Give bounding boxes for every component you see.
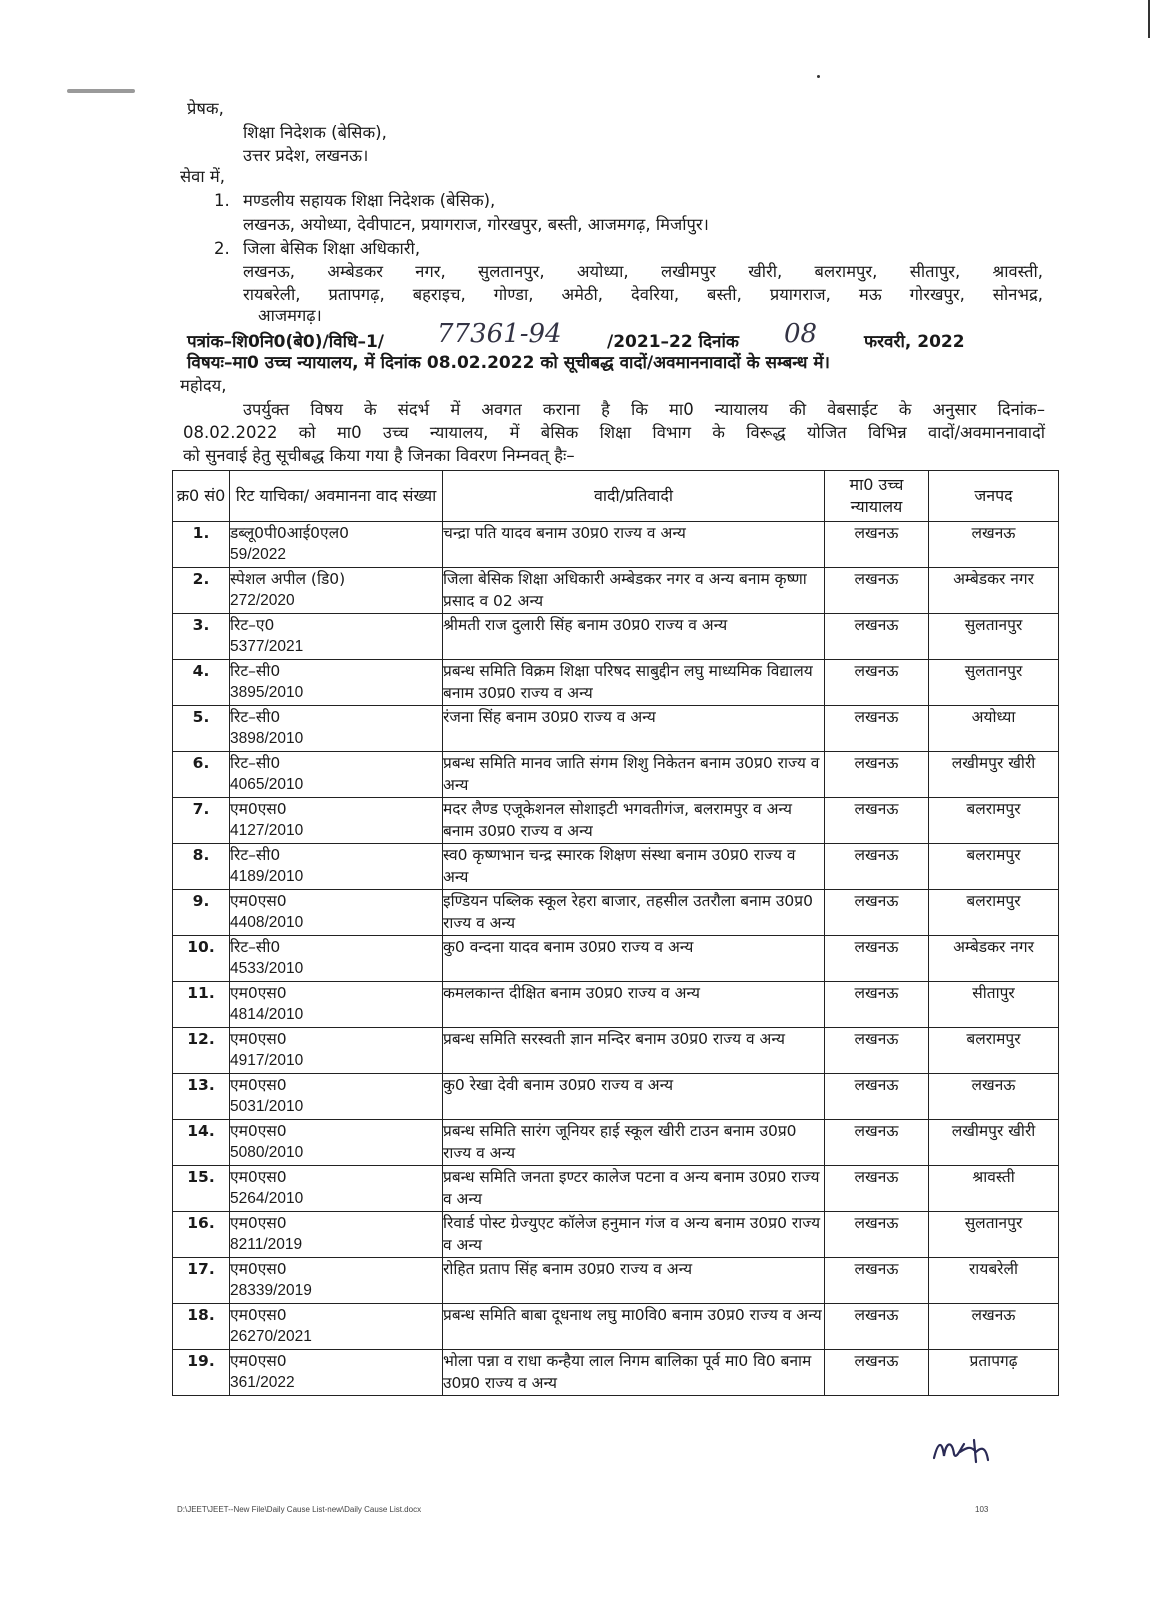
row-parties: प्रबन्ध समिति सरस्वती ज्ञान मन्दिर बनाम उ0प्र0 राज्य व अन्य bbox=[443, 1028, 825, 1074]
row-court: लखनऊ bbox=[825, 1258, 929, 1304]
row-case-type: एम0एस0 bbox=[230, 1168, 287, 1186]
recipient1-designation: मण्डलीय सहायक शिक्षा निदेशक (बेसिक), bbox=[243, 191, 496, 210]
row-court: लखनऊ bbox=[825, 752, 929, 798]
row-case-type: एम0एस0 bbox=[230, 1306, 287, 1324]
row-case-cell bbox=[230, 614, 443, 660]
row-case-number: 4917/2010 bbox=[230, 1052, 304, 1069]
body-line2: 08.02.2022 को मा0 उच्च न्यायालय, में बेसिक शिक्षा विभाग के विरूद्ध योजित विभिन्न वादों/अवमाननावादों bbox=[183, 423, 1045, 442]
row-serial-number: 14. bbox=[173, 1120, 230, 1166]
row-case-type: रिट–सी0 bbox=[230, 846, 281, 864]
table-row bbox=[173, 844, 1059, 890]
sender-designation: शिक्षा निदेशक (बेसिक), bbox=[243, 123, 387, 142]
row-serial-number: 3. bbox=[173, 614, 230, 660]
row-case-type: एम0एस0 bbox=[230, 1122, 287, 1140]
row-district: लखीमपुर खीरी bbox=[929, 752, 1059, 798]
row-case-cell bbox=[230, 1166, 443, 1212]
row-court: लखनऊ bbox=[825, 936, 929, 982]
row-district: बलरामपुर bbox=[929, 1028, 1059, 1074]
row-parties: कु0 वन्दना यादव बनाम उ0प्र0 राज्य व अन्य bbox=[443, 936, 825, 982]
row-serial-number: 7. bbox=[173, 798, 230, 844]
reference-month-year: फरवरी, 2022 bbox=[864, 332, 965, 352]
row-serial-number: 12. bbox=[173, 1028, 230, 1074]
row-case-number: 5080/2010 bbox=[230, 1144, 304, 1161]
row-case-cell bbox=[230, 752, 443, 798]
table-row bbox=[173, 706, 1059, 752]
scan-dot bbox=[817, 75, 820, 78]
cause-list-table bbox=[172, 470, 1059, 1396]
row-case-type: रिट–सी0 bbox=[230, 938, 281, 956]
row-case-cell bbox=[230, 982, 443, 1028]
header-district: जनपद bbox=[929, 471, 1059, 522]
row-parties: प्रबन्ध समिति विक्रम शिक्षा परिषद साबुद्दीन लघु माध्यमिक विद्यालय बनाम उ0प्र0 राज्य व अन्य bbox=[443, 660, 825, 706]
row-district: श्रावस्ती bbox=[929, 1166, 1059, 1212]
row-district: लखीमपुर खीरी bbox=[929, 1120, 1059, 1166]
row-case-type: स्पेशल अपील (डि0) bbox=[230, 570, 346, 588]
row-district: सुलतानपुर bbox=[929, 1212, 1059, 1258]
row-serial-number: 11. bbox=[173, 982, 230, 1028]
reference-session-date: /2021–22 दिनांक bbox=[607, 332, 739, 352]
row-case-cell bbox=[230, 522, 443, 568]
row-case-type: एम0एस0 bbox=[230, 1214, 287, 1232]
header-parties: वादी/प्रतिवादी bbox=[443, 471, 825, 522]
row-court: लखनऊ bbox=[825, 706, 929, 752]
row-case-number: 3898/2010 bbox=[230, 730, 304, 747]
row-serial-number: 10. bbox=[173, 936, 230, 982]
handwritten-letter-number: 77361-94 bbox=[437, 319, 562, 349]
subject-line: विषयः–मा0 उच्च न्यायालय, में दिनांक 08.02.2022 को सूचीबद्ध वादों/अवमाननावादों के सम्बन्ध में। bbox=[187, 353, 830, 373]
row-case-number: 5264/2010 bbox=[230, 1190, 304, 1207]
handwritten-signature bbox=[930, 1430, 1010, 1470]
row-district: अम्बेडकर नगर bbox=[929, 936, 1059, 982]
row-case-type: एम0एस0 bbox=[230, 1076, 287, 1094]
row-serial-number: 5. bbox=[173, 706, 230, 752]
row-serial-number: 9. bbox=[173, 890, 230, 936]
row-case-cell bbox=[230, 844, 443, 890]
row-case-type: रिट–सी0 bbox=[230, 708, 281, 726]
row-case-cell bbox=[230, 660, 443, 706]
table-row bbox=[173, 1166, 1059, 1212]
row-district: लखनऊ bbox=[929, 522, 1059, 568]
reference-prefix: पत्रांक–शि0नि0(बे0)/विधि–1/ bbox=[187, 332, 384, 352]
salutation: महोदय, bbox=[180, 376, 227, 395]
row-serial-number: 17. bbox=[173, 1258, 230, 1304]
row-serial-number: 13. bbox=[173, 1074, 230, 1120]
row-court: लखनऊ bbox=[825, 982, 929, 1028]
recipient2-designation: जिला बेसिक शिक्षा अधिकारी, bbox=[243, 239, 421, 258]
row-district: सुलतानपुर bbox=[929, 614, 1059, 660]
row-serial-number: 2. bbox=[173, 568, 230, 614]
table-row bbox=[173, 936, 1059, 982]
row-court: लखनऊ bbox=[825, 1166, 929, 1212]
row-serial-number: 18. bbox=[173, 1304, 230, 1350]
row-district: लखनऊ bbox=[929, 1304, 1059, 1350]
row-parties: प्रबन्ध समिति मानव जाति संगम शिशु निकेतन बनाम उ0प्र0 राज्य व अन्य bbox=[443, 752, 825, 798]
row-case-cell bbox=[230, 1350, 443, 1396]
row-case-number: 8211/2019 bbox=[230, 1236, 303, 1253]
sender-label: प्रेषक, bbox=[187, 99, 224, 118]
handwritten-day: 08 bbox=[784, 319, 818, 349]
row-parties: मदर लैण्ड एजूकेशनल सोशाइटी भगवतीगंज, बलरामपुर व अन्य बनाम उ0प्र0 राज्य व अन्य bbox=[443, 798, 825, 844]
footer-file-path: D:\JEET\JEET--New File\Daily Cause List-new\Daily Cause List.docx bbox=[177, 1505, 422, 1514]
row-case-cell bbox=[230, 1304, 443, 1350]
row-case-number: 361/2022 bbox=[230, 1374, 295, 1391]
row-case-type: एम0एस0 bbox=[230, 892, 287, 910]
row-case-number: 3895/2010 bbox=[230, 684, 304, 701]
row-court: लखनऊ bbox=[825, 1212, 929, 1258]
recipient2-places-line1: लखनऊ, अम्बेडकर नगर, सुलतानपुर, अयोध्या, लखीमपुर खीरी, बलरामपुर, सीतापुर, श्रावस्ती, bbox=[243, 262, 1043, 281]
row-serial-number: 4. bbox=[173, 660, 230, 706]
row-serial-number: 8. bbox=[173, 844, 230, 890]
row-case-type: डब्लू0पी0आई0एल0 bbox=[230, 524, 349, 542]
row-case-number: 4533/2010 bbox=[230, 960, 304, 977]
row-serial-number: 6. bbox=[173, 752, 230, 798]
table-row bbox=[173, 1258, 1059, 1304]
header-case-number: रिट याचिका/ अवमानना वाद संख्या bbox=[230, 471, 443, 522]
row-court: लखनऊ bbox=[825, 1028, 929, 1074]
row-case-cell bbox=[230, 1212, 443, 1258]
table-row bbox=[173, 1350, 1059, 1396]
row-parties: चन्द्रा पति यादव बनाम उ0प्र0 राज्य व अन्य bbox=[443, 522, 825, 568]
row-court: लखनऊ bbox=[825, 1120, 929, 1166]
row-district: अयोध्या bbox=[929, 706, 1059, 752]
row-case-cell bbox=[230, 936, 443, 982]
table-row bbox=[173, 1028, 1059, 1074]
table-row bbox=[173, 568, 1059, 614]
row-district: सुलतानपुर bbox=[929, 660, 1059, 706]
table-row bbox=[173, 982, 1059, 1028]
row-serial-number: 16. bbox=[173, 1212, 230, 1258]
row-court: लखनऊ bbox=[825, 1074, 929, 1120]
row-parties: कमलकान्त दीक्षित बनाम उ0प्र0 राज्य व अन्य bbox=[443, 982, 825, 1028]
row-district: अम्बेडकर नगर bbox=[929, 568, 1059, 614]
row-case-cell bbox=[230, 706, 443, 752]
row-case-cell bbox=[230, 1120, 443, 1166]
row-case-cell bbox=[230, 1074, 443, 1120]
table-row bbox=[173, 614, 1059, 660]
row-case-number: 4127/2010 bbox=[230, 822, 304, 839]
row-case-number: 4189/2010 bbox=[230, 868, 304, 885]
row-parties: स्व0 कृष्णभान चन्द्र स्मारक शिक्षण संस्था बनाम उ0प्र0 राज्य व अन्य bbox=[443, 844, 825, 890]
row-parties: रोहित प्रताप सिंह बनाम उ0प्र0 राज्य व अन्य bbox=[443, 1258, 825, 1304]
row-parties: रिवार्ड पोस्ट ग्रेज्युएट कॉलेज हनुमान गंज व अन्य बनाम उ0प्र0 राज्य व अन्य bbox=[443, 1212, 825, 1258]
row-case-type: रिट–सी0 bbox=[230, 662, 281, 680]
row-district: बलरामपुर bbox=[929, 798, 1059, 844]
row-case-number: 28339/2019 bbox=[230, 1282, 312, 1299]
table-row bbox=[173, 890, 1059, 936]
row-parties: श्रीमती राज दुलारी सिंह बनाम उ0प्र0 राज्य व अन्य bbox=[443, 614, 825, 660]
table-row bbox=[173, 1212, 1059, 1258]
row-case-cell bbox=[230, 568, 443, 614]
row-court: लखनऊ bbox=[825, 1350, 929, 1396]
row-district: लखनऊ bbox=[929, 1074, 1059, 1120]
to-label: सेवा में, bbox=[180, 167, 225, 186]
table-row bbox=[173, 798, 1059, 844]
reference-line bbox=[187, 319, 977, 353]
header-serial-number: क्र0 सं0 bbox=[173, 471, 230, 522]
table-row bbox=[173, 752, 1059, 798]
row-court: लखनऊ bbox=[825, 890, 929, 936]
row-parties: इण्डियन पब्लिक स्कूल रेहरा बाजार, तहसील उतरौला बनाम उ0प्र0 राज्य व अन्य bbox=[443, 890, 825, 936]
row-case-number: 59/2022 bbox=[230, 546, 287, 563]
row-case-cell bbox=[230, 1258, 443, 1304]
row-case-number: 5031/2010 bbox=[230, 1098, 304, 1115]
row-serial-number: 19. bbox=[173, 1350, 230, 1396]
row-case-number: 4408/2010 bbox=[230, 914, 304, 931]
row-case-number: 5377/2021 bbox=[230, 638, 304, 655]
row-case-type: रिट–सी0 bbox=[230, 754, 281, 772]
table-row bbox=[173, 1074, 1059, 1120]
row-case-number: 272/2020 bbox=[230, 592, 295, 609]
row-case-type: एम0एस0 bbox=[230, 1352, 287, 1370]
row-case-type: एम0एस0 bbox=[230, 1030, 287, 1048]
body-line3: को सुनवाई हेतु सूचीबद्ध किया गया है जिनका विवरण निम्नवत् हैः– bbox=[183, 446, 575, 465]
sender-location: उत्तर प्रदेश, लखनऊ। bbox=[243, 146, 369, 165]
row-parties: कु0 रेखा देवी बनाम उ0प्र0 राज्य व अन्य bbox=[443, 1074, 825, 1120]
row-case-type: एम0एस0 bbox=[230, 1260, 287, 1278]
table-row bbox=[173, 1304, 1059, 1350]
recipient1-places: लखनऊ, अयोध्या, देवीपाटन, प्रयागराज, गोरखपुर, बस्ती, आजमगढ़, मिर्जापुर। bbox=[243, 215, 709, 234]
row-case-number: 4814/2010 bbox=[230, 1006, 304, 1023]
row-district: सीतापुर bbox=[929, 982, 1059, 1028]
row-parties: जिला बेसिक शिक्षा अधिकारी अम्बेडकर नगर व अन्य बनाम कृष्णा प्रसाद व 02 अन्य bbox=[443, 568, 825, 614]
scan-artifact-mark bbox=[67, 89, 135, 93]
table-row bbox=[173, 1120, 1059, 1166]
recipient1-number: 1. bbox=[214, 191, 230, 210]
row-case-type: एम0एस0 bbox=[230, 984, 287, 1002]
body-line1: उपर्युक्त विषय के संदर्भ में अवगत कराना है कि मा0 न्यायालय की वेबसाईट के अनुसार दिनांक– bbox=[243, 400, 1045, 419]
table-header-row bbox=[173, 471, 1059, 522]
row-case-cell bbox=[230, 890, 443, 936]
row-parties: भोला पन्ना व राधा कन्हैया लाल निगम बालिका पूर्व मा0 वि0 बनाम उ0प्र0 राज्य व अन्य bbox=[443, 1350, 825, 1396]
row-district: प्रतापगढ़ bbox=[929, 1350, 1059, 1396]
table-row bbox=[173, 522, 1059, 568]
row-court: लखनऊ bbox=[825, 568, 929, 614]
footer-page-number: 103 bbox=[975, 1505, 989, 1514]
row-parties: प्रबन्ध समिति जनता इण्टर कालेज पटना व अन्य बनाम उ0प्र0 राज्य व अन्य bbox=[443, 1166, 825, 1212]
row-court: लखनऊ bbox=[825, 522, 929, 568]
row-case-cell bbox=[230, 798, 443, 844]
row-case-number: 4065/2010 bbox=[230, 776, 304, 793]
row-case-cell bbox=[230, 1028, 443, 1074]
row-case-type: एम0एस0 bbox=[230, 800, 287, 818]
header-high-court: मा0 उच्च न्यायालय bbox=[825, 471, 929, 522]
row-serial-number: 15. bbox=[173, 1166, 230, 1212]
row-parties: प्रबन्ध समिति सारंग जूनियर हाई स्कूल खीरी टाउन बनाम उ0प्र0 राज्य व अन्य bbox=[443, 1120, 825, 1166]
row-parties: प्रबन्ध समिति बाबा दूधनाथ लघु मा0वि0 बनाम उ0प्र0 राज्य व अन्य bbox=[443, 1304, 825, 1350]
row-case-number: 26270/2021 bbox=[230, 1328, 312, 1345]
scan-edge-line bbox=[1148, 0, 1150, 38]
row-court: लखनऊ bbox=[825, 844, 929, 890]
recipient2-places-line2: रायबरेली, प्रतापगढ़, बहराइच, गोण्डा, अमेठी, देवरिया, बस्ती, प्रयागराज, मऊ गोरखपुर, सोनभद्र, bbox=[243, 285, 1043, 304]
recipient2-places-line3: आजमगढ़। bbox=[258, 306, 322, 325]
row-district: बलरामपुर bbox=[929, 890, 1059, 936]
row-court: लखनऊ bbox=[825, 1304, 929, 1350]
row-court: लखनऊ bbox=[825, 798, 929, 844]
table-row bbox=[173, 660, 1059, 706]
row-court: लखनऊ bbox=[825, 660, 929, 706]
row-parties: रंजना सिंह बनाम उ0प्र0 राज्य व अन्य bbox=[443, 706, 825, 752]
row-case-type: रिट–ए0 bbox=[230, 616, 275, 634]
row-district: रायबरेली bbox=[929, 1258, 1059, 1304]
row-serial-number: 1. bbox=[173, 522, 230, 568]
recipient2-number: 2. bbox=[214, 239, 230, 258]
row-district: बलरामपुर bbox=[929, 844, 1059, 890]
row-court: लखनऊ bbox=[825, 614, 929, 660]
